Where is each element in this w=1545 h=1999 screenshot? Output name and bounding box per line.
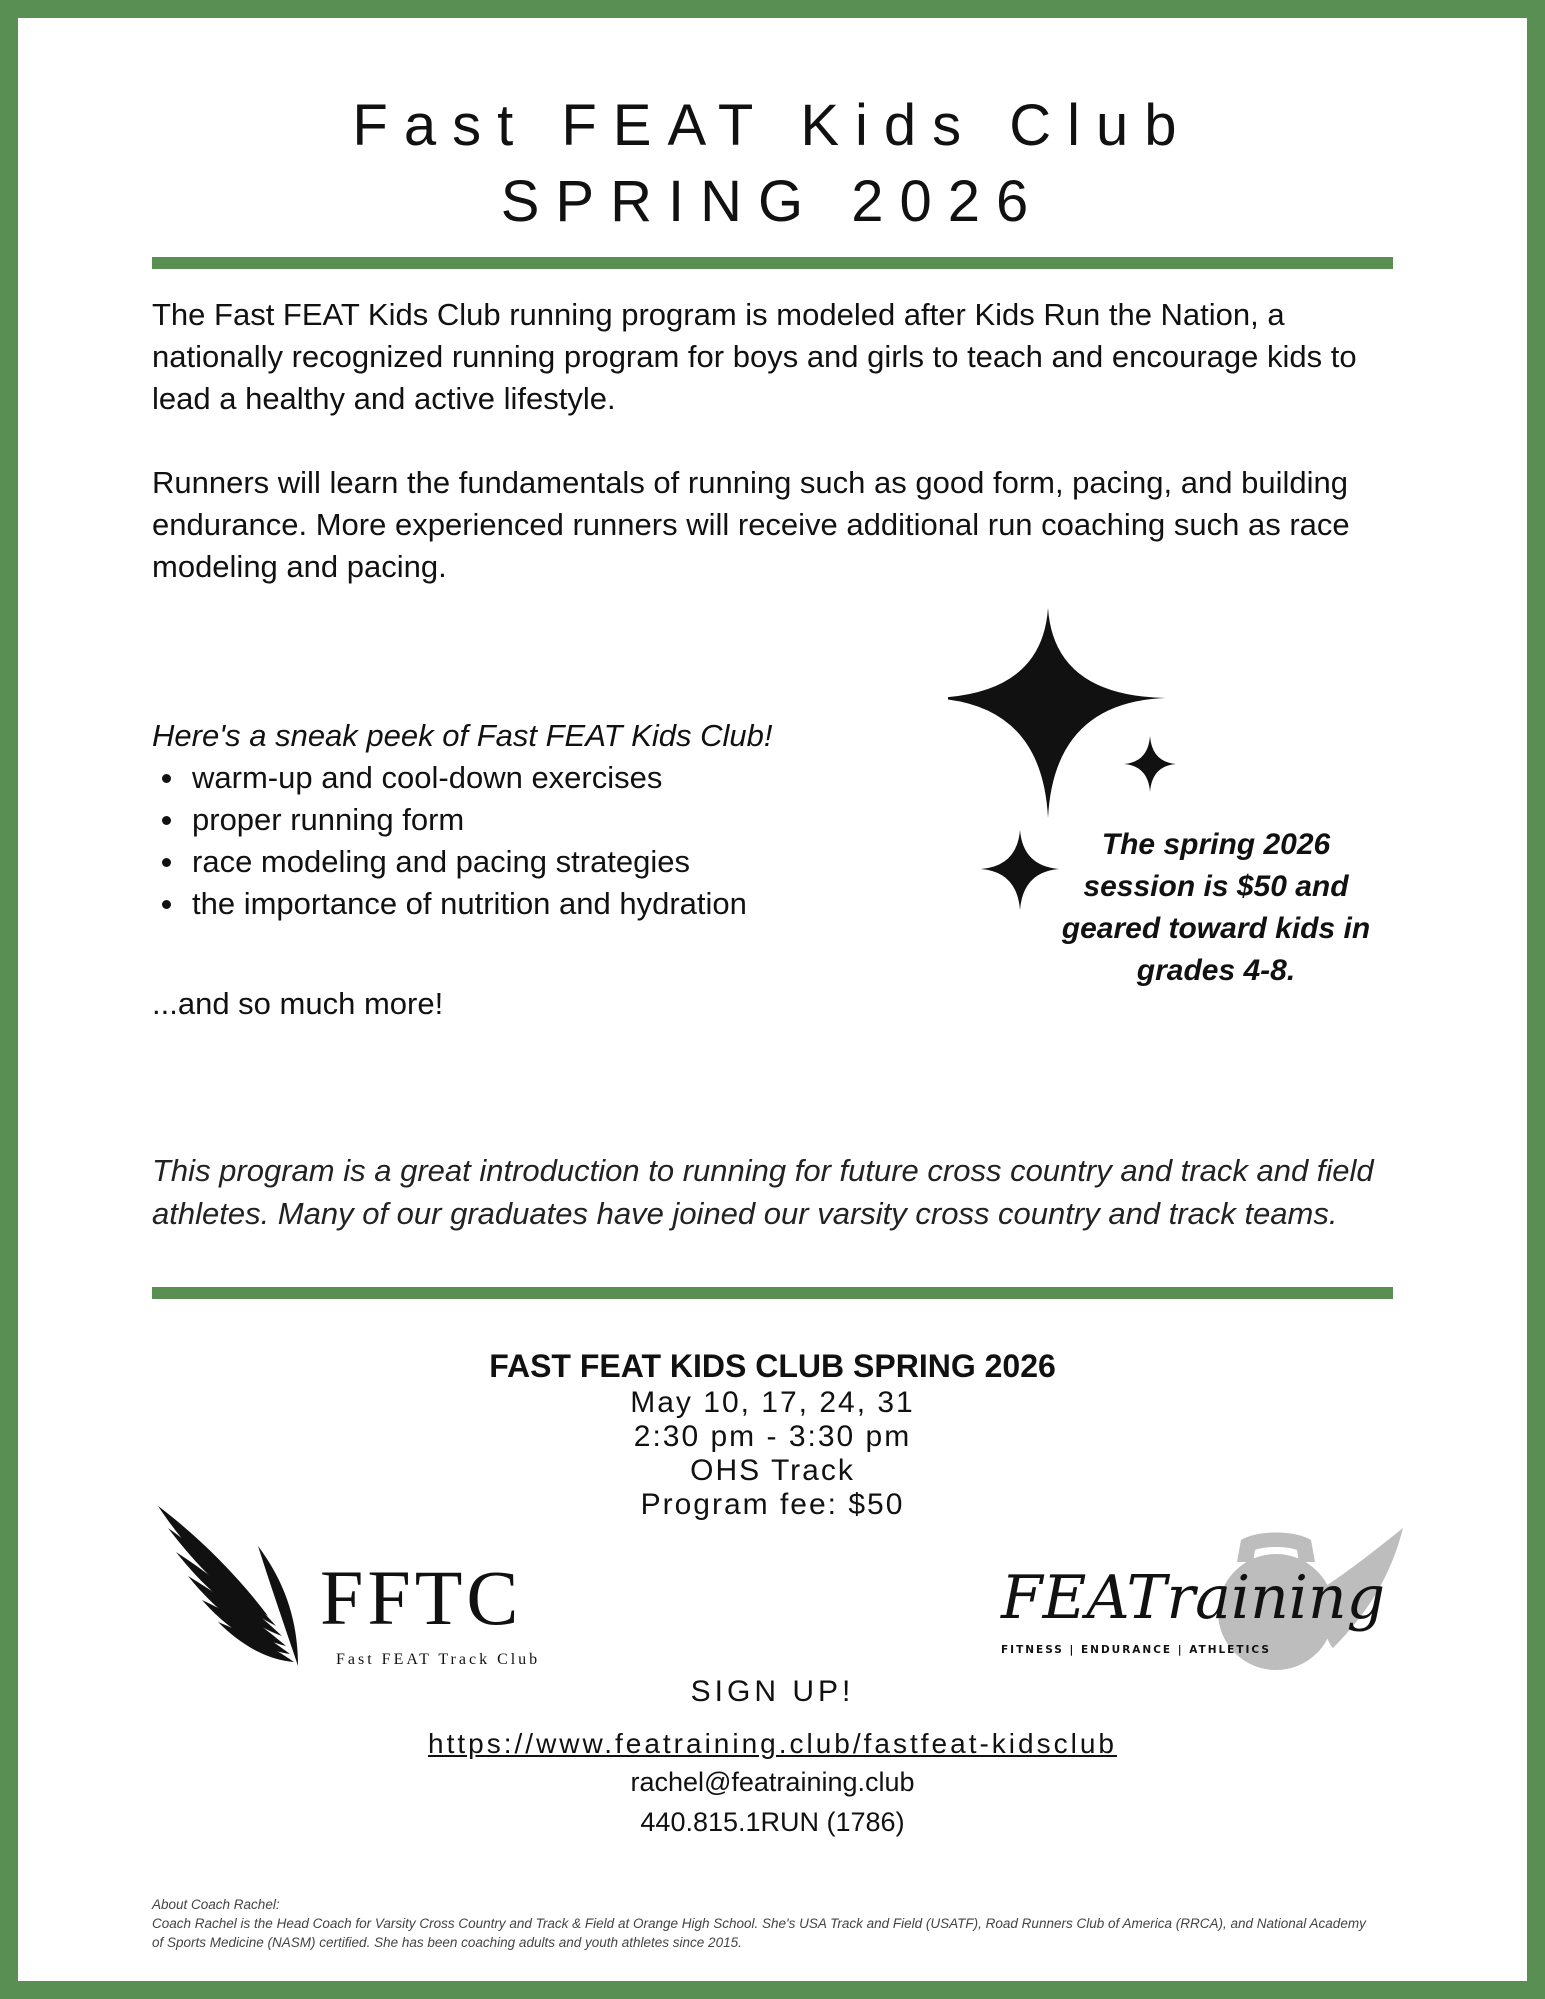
bullet-icon: [162, 816, 171, 825]
bottom-divider: [152, 1287, 1393, 1299]
event-details: [152, 1346, 1393, 1522]
featraining-logo: [993, 1528, 1413, 1678]
intro-paragraph-2: Runners will learn the fundamentals of running such as good form, pacing, and building endurance. More experienced runners will receive additional run coaching such as race modeling and pacing.: [152, 465, 1350, 584]
fftc-wordmark: FFTC: [320, 1554, 523, 1641]
medium-sparkle-icon: [981, 830, 1059, 910]
session-note: The spring 2026 session is $50 and geared toward kids in grades 4-8.: [1061, 828, 1371, 987]
large-sparkle-icon: [948, 608, 1166, 818]
featraining-wordmark: FEATraining: [1001, 1563, 1386, 1633]
contact-email[interactable]: rachel@featraining.club: [630, 1767, 915, 1797]
intro-paragraph-1: The Fast FEAT Kids Club running program is modeled after Kids Run the Nation, a nationally recognized running program for boys and girls to teach and encourage kids to lead a healthy and active lifestyle.: [152, 297, 1357, 416]
list-item: proper running form: [192, 799, 747, 841]
about-heading: About Coach Rachel:: [152, 1897, 280, 1912]
list-item: the importance of nutrition and hydration: [192, 883, 747, 925]
and-more-text: ...and so much more!: [152, 986, 444, 1021]
event-location: OHS Track: [690, 1454, 855, 1487]
top-divider: [152, 257, 1393, 269]
event-time: 2:30 pm - 3:30 pm: [633, 1420, 912, 1453]
signup-section: [152, 1672, 1393, 1842]
event-dates: May 10, 17, 24, 31: [630, 1386, 915, 1419]
fftc-club-name: Fast FEAT Track Club: [336, 1651, 541, 1668]
about-coach: [152, 1895, 1372, 1952]
closing-paragraph: This program is a great introduction to running for future cross country and track and field athletes. Many of our graduates have joined our varsity cross country and track teams.: [152, 1153, 1374, 1231]
about-body: Coach Rachel is the Head Coach for Varsity Cross Country and Track & Field at Orange High School. She's USA Track and Field (USATF), Road Runners Club of America (RRCA), and National Academy of Sports Medicine (NASM) certified. She has been coaching adults and youth athletes since 2015.: [152, 1916, 1366, 1950]
list-item: race modeling and pacing strategies: [192, 841, 747, 883]
signup-link[interactable]: https://www.featraining.club/fastfeat-kidsclub: [428, 1728, 1117, 1759]
event-title: FAST FEAT KIDS CLUB SPRING 2026: [489, 1348, 1056, 1384]
title-line-2: SPRING 2026: [500, 169, 1045, 234]
fftc-logo: [158, 1506, 578, 1676]
bullet-icon: [162, 774, 171, 783]
contact-phone: 440.815.1RUN (1786): [640, 1807, 905, 1837]
bullet-icon: [162, 900, 171, 909]
bullet-icon: [162, 858, 171, 867]
featraining-tagline: FITNESS | ENDURANCE | ATHLETICS: [1001, 1644, 1271, 1656]
signup-heading: SIGN UP!: [690, 1675, 855, 1708]
wing-icon: [158, 1506, 298, 1666]
list-item: warm-up and cool-down exercises: [192, 757, 747, 799]
page-title: [152, 88, 1393, 240]
small-sparkle-icon: [1124, 736, 1176, 792]
title-line-1: Fast FEAT Kids Club: [352, 93, 1193, 158]
peek-heading: Here's a sneak peek of Fast FEAT Kids Club!: [152, 718, 773, 753]
peek-list: [152, 757, 747, 925]
flyer-page: [18, 18, 1527, 1981]
event-fee: Program fee: $50: [640, 1488, 905, 1521]
